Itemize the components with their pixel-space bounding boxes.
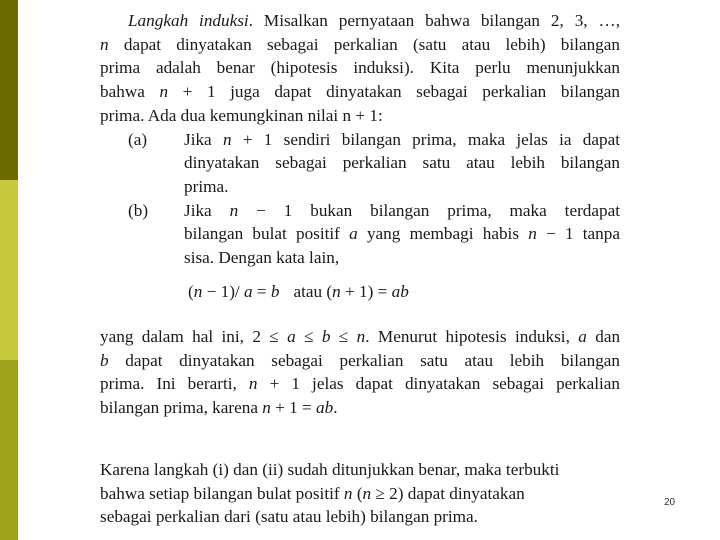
paragraph-induction-step <box>100 9 620 270</box>
side-bar-bottom <box>0 360 18 540</box>
side-bar-middle <box>0 180 18 360</box>
p1-line-4: bahwa n + 1 juga dapat dinyatakan sebagai perkalian bilangan <box>100 82 621 102</box>
case-b-label: (b) <box>128 200 149 220</box>
equation: (n − 1)/ a = b atau (n + 1) = ab <box>188 282 409 301</box>
page-number: 20 <box>664 497 676 508</box>
p1-line-3: prima adalah benar (hipotesis induksi). Kita perlu menunjukkan <box>100 58 620 78</box>
paragraph-conclusion-case-b: yang dalam hal ini, 2 ≤ a ≤ b ≤ n. Menurut hipotesis induksi, a dan b dapat dinyatakan sebagai perkalian satu atau lebih bilangan prima. Ini berarti, n + 1 jelas dapat dinyatakan sebagai perkalian bilangan prima, karena n + 1 = ab. <box>100 327 621 418</box>
side-bar-top <box>0 0 18 180</box>
p1-line-1: Langkah induksi. Misalkan pernyataan bahwa bilangan 2, 3, …, <box>128 11 620 30</box>
case-b: (b) Jika n − 1 bukan bilangan prima, maka terdapat bilangan bulat positif a yang membagi habis n − 1 tanpa sisa. Dengan kata lain, <box>128 200 621 268</box>
case-a-label: (a) <box>128 129 148 149</box>
case-a: (a) Jika n + 1 sendiri bilangan prima, maka jelas ia dapat dinyatakan sebagai perkalian satu atau lebih bilangan prima. <box>128 129 621 196</box>
p1-line-2: n dapat dinyatakan sebagai perkalian (satu atau lebih) bilangan <box>100 34 620 54</box>
paragraph-final-conclusion: Karena langkah (i) dan (ii) sudah ditunjukkan benar, maka terbukti bahwa setiap bilangan bulat positif n (n ≥ 2) dapat dinyatakan sebagai perkalian dari (satu atau lebih) bilangan prima. <box>100 460 560 527</box>
p1-line-5: prima. Ada dua kemungkinan nilai n + 1: <box>100 105 383 125</box>
